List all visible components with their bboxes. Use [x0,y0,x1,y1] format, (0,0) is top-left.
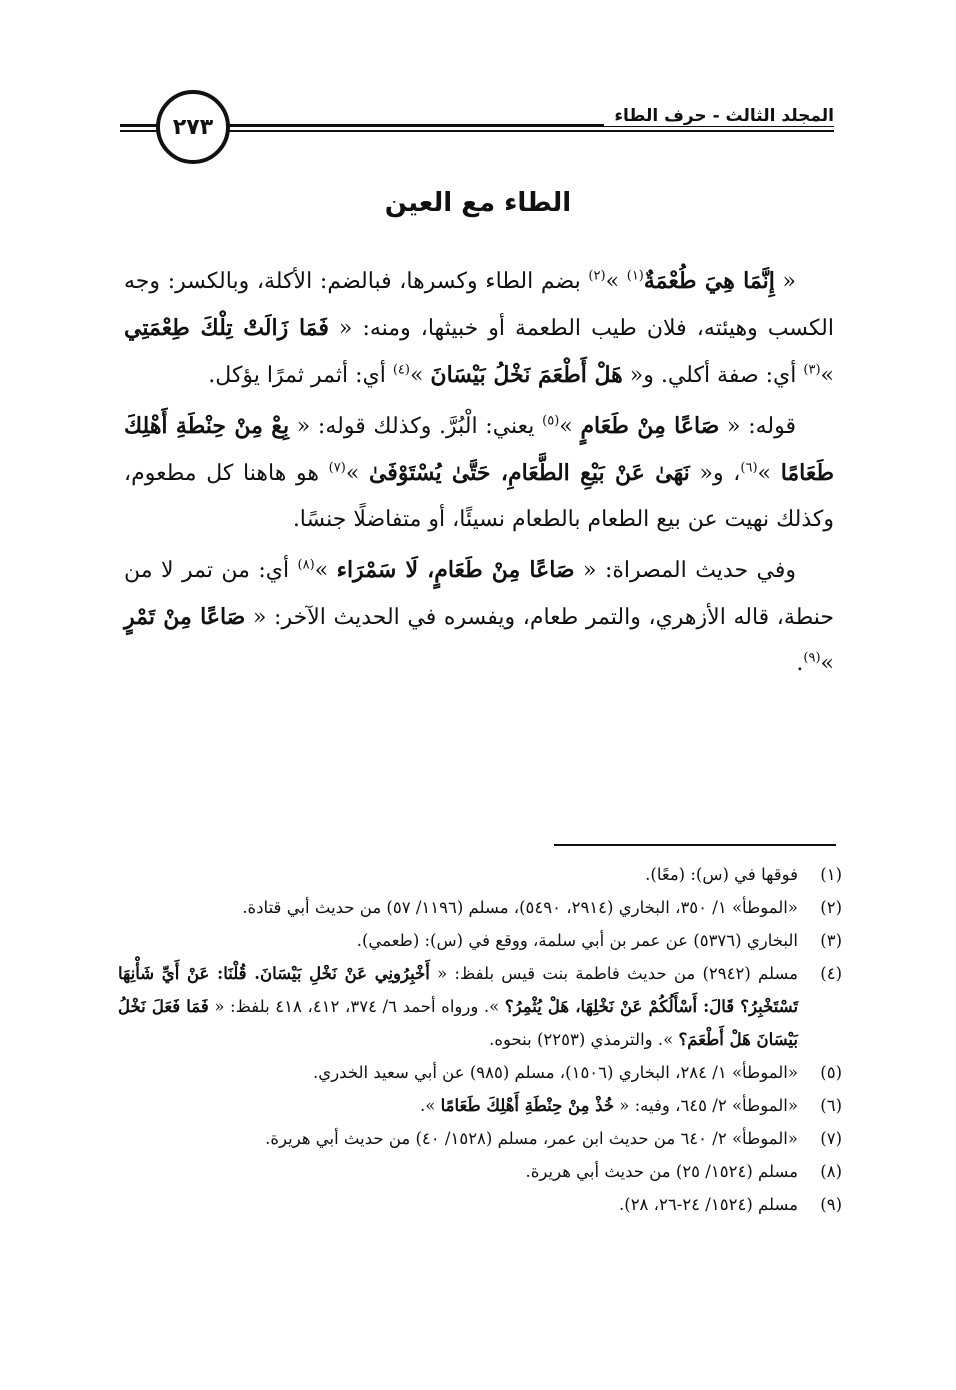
footnote-number: (٥) [820,1063,842,1082]
footnote-9 [118,1188,842,1221]
text-run: فوقها في (س): (معًا). [645,865,798,884]
footnote-marker: (٨) [297,557,315,573]
footnote-number: (٨) [820,1162,842,1181]
footnote-8 [118,1155,842,1188]
footnote-marker: (١) [626,268,644,284]
footnote-number: (٤) [820,964,842,983]
footnote-3 [118,924,842,957]
text-run: » [409,363,431,388]
paragraph-3 [124,547,834,687]
text-run: ». ورواه أحمد ٦/ ٣٧٤، ٤١٢، ٤١٨ بلفظ: « [208,997,505,1016]
text-run: «الموطأ» ١/ ٣٥٠، البخاري (٢٩١٤، ٥٤٩٠)، مسلم (١١٩٦/ ٥٧) من حديث أبي قتادة. [242,898,798,917]
text-run: مسلم (١٥٢٤/ ٢٤-٢٦، ٢٨). [619,1195,798,1214]
header-rule-middle-lower [210,130,624,132]
header-rule-right-lower [600,130,834,132]
footnote-text [118,1122,798,1155]
footnote-text [118,891,798,924]
footnote-text [118,1188,798,1221]
footnote-number: (٦) [820,1096,842,1115]
paragraph-2 [124,403,834,543]
hadith-quote: فَمَا زَالَتْ تِلْكَ طِعْمَتِي [124,315,329,341]
footnote-number: (٧) [820,1129,842,1148]
text-run: أي: أثمر ثمرًا يؤكل. [208,363,393,388]
footnote-separator [554,844,836,846]
footnote-text [118,924,798,957]
text-run: ، و« [689,461,741,486]
footnote-marker: (٦) [740,460,758,476]
text-run: أي: من تمر لا من حنطة، قاله الأزهري، والتمر طعام، ويفسره في الحديث الآخر: « [124,558,834,630]
footnote-marker: (٧) [328,460,346,476]
hadith-quote: صَاعًا مِنْ تَمْرٍ [124,604,246,630]
footnote-number: (٣) [820,931,842,950]
text-run: . [796,651,804,676]
text-run: مسلم (١٥٢٤/ ٢٥) من حديث أبي هريرة. [525,1162,798,1181]
section-title: الطاء مع العين [384,188,572,218]
text-run: مسلم (٢٩٤٢) من حديث فاطمة بنت قيس بلفظ: « [429,964,799,983]
text-run: يعني: الْبُرَّ. وكذلك قوله: « [289,414,543,439]
main-text [124,258,834,691]
footnote-text [118,1155,798,1188]
hadith-quote: إِنَّمَا هِيَ طُعْمَةٌ [643,268,775,294]
text-run: » [314,558,337,583]
text-run: ». والترمذي (٢٢٥٣) بنحوه. [489,1030,679,1049]
text-run: » [559,414,581,439]
text-run: « [774,269,797,294]
text-run: «الموطأ» ٢/ ٦٤٥، وفيه: « [614,1096,798,1115]
text-run: البخاري (٥٣٧٦) عن عمر بن أبي سلمة، ووقع في (س): (طعمي). [356,931,798,950]
text-run: «الموطأ» ٢/ ٦٤٠ من حديث ابن عمر، مسلم (١٥٢٨/ ٤٠) من حديث أبي هريرة. [265,1129,798,1148]
hadith-quote: نَهَىٰ عَنْ بَيْعِ الطَّعَامِ، حَتَّىٰ يُسْتَوْفَىٰ [368,460,690,486]
text-run: هو هاهنا كل مطعوم، وكذلك نهيت عن بيع الطعام بالطعام نسيئًا، أو متفاضلًا جنسًا. [124,461,834,532]
footnote-6 [118,1089,842,1122]
footnote-marker: (٤) [392,362,410,378]
footnote-5 [118,1056,842,1089]
text-run: قوله: « [719,414,797,439]
page-header [120,88,834,164]
text-run: وفي حديث المصراة: « [574,558,796,583]
text-run: » [757,461,781,486]
hadith-quote: فَمَا فَعَلَ نَخْلُ بَيْسَانَ هَلْ أَطْعَمَ؟ [118,997,798,1049]
page-number: ٢٧٣ [172,114,214,140]
hadith-quote: بِعْ مِنْ حِنْطَةِ أَهْلِكَ طَعَامًا [124,413,835,486]
footnote-text [118,957,798,1056]
text-run: «الموطأ» ١/ ٢٨٤، البخاري (١٥٠٦)، مسلم (٩٨٥) عن أبي سعيد الخدري. [313,1063,798,1082]
footnote-text [118,858,798,891]
footnote-marker: (٣) [803,362,821,378]
hadith-quote: صَاعًا مِنْ طَعَامٍ، لَا سَمْرَاء [336,557,575,583]
footnote-7 [118,1122,842,1155]
footnote-4 [118,957,842,1056]
header-rule-middle [210,124,624,127]
text-run: بضم الطاء وكسرها، فبالضم: الأكلة، وبالكسر: وجه الكسب وهيئته، فلان طيب الطعمة أو خبيثها، ومنه: « [124,269,834,341]
text-run: ». [420,1096,441,1115]
footnote-marker: (٢) [588,268,606,284]
footnote-2 [118,891,842,924]
footnote-marker: (٥) [542,413,560,429]
text-run: » [820,363,834,388]
paragraph-1 [124,258,834,399]
text-run: » [605,269,627,294]
footnote-number: (١) [820,865,842,884]
text-run: » [345,461,369,486]
hadith-quote: صَاعًا مِنْ طَعَامٍ [580,413,720,439]
text-run: أي: صفة أكلي. و« [622,363,804,388]
footnote-1 [118,858,842,891]
footnote-number: (٢) [820,898,842,917]
hadith-quote: خُذْ مِنْ حِنْطَةِ أَهْلِكَ طَعَامًا [440,1096,615,1115]
footnote-number: (٩) [820,1195,842,1214]
footnote-marker: (٩) [803,650,821,666]
footnote-text [118,1089,798,1122]
hadith-quote: هَلْ أَطْعَمَ نَخْلُ بَيْسَانَ [430,362,623,388]
footnote-text [118,1056,798,1089]
text-run: » [820,651,834,676]
footnotes [118,858,842,1221]
running-title: المجلد الثالث - حرف الطاء [604,106,834,126]
page-number-badge [156,90,230,164]
hadith-quote: أَخْبِرُونِي عَنْ نَخْلِ بَيْسَانَ. قُلْنَا: عَنْ أَيِّ شَأْنِهَا تَسْتَخْبِرُ؟ قَالَ: أَسْأَلُكُمْ عَنْ نَخْلِهَا، هَلْ يُثْمِرُ؟ [118,964,799,1016]
